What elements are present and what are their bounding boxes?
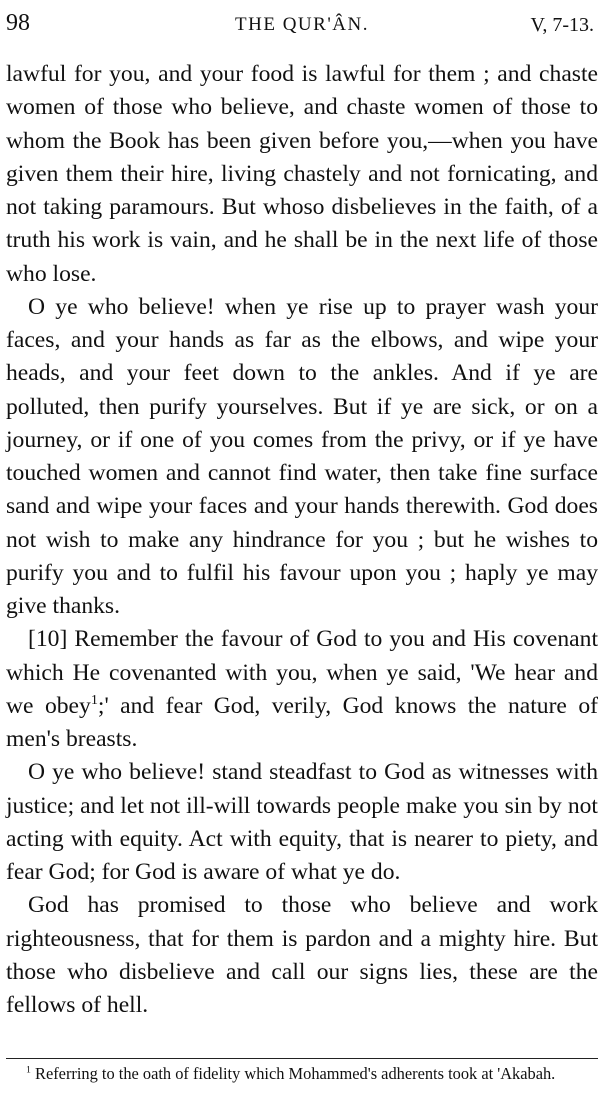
footnotes: [6, 1062, 598, 1085]
book-page: [6, 0, 598, 1118]
paragraph-continued: lawful for you, and your food is lawful for them ; and chaste women of those who believe, and chaste women of those to whom the Book has been given before you,—when you have given them their hire, living chastely and not fornicating, and not taking paramours. But whoso disbelieves in the faith, of a truth his work is vain, and he shall be in the next life of those who lose.: [6, 61, 598, 287]
paragraph-covenant-text-end: ;' and fear God, verily, God knows the nature of men's breasts.: [6, 692, 599, 752]
footnote: [6, 1062, 598, 1085]
paragraph-covenant-text-start: [10] Remember the favour of God to you and His covenant which He covenanted with you, when ye said, 'We hear and we obey: [6, 626, 598, 719]
paragraph-justice: O ye who believe! stand steadfast to God as witnesses with justice; and let not ill-will towards people make you sin by not acting with equity. Act with equity, that is nearer to piety, and fear God; for God is aware of what ye do.: [6, 759, 598, 885]
footnote-divider: [6, 1058, 598, 1059]
body-text: [6, 58, 598, 1022]
chapter-verse-reference: V, 7-13.: [530, 14, 594, 36]
paragraph-promise: God has promised to those who believe and work righteousness, that for them is pardon and a mighty hire. But those who disbelieve and call our signs lies, these are the fellows of hell.: [6, 892, 598, 1018]
page-number: 98: [6, 10, 30, 36]
paragraph-covenant: [6, 623, 598, 756]
footnote-text: Referring to the oath of fidelity which Mohammed's adherents took at 'Akabah.: [30, 1064, 556, 1083]
footnote-marker: 1: [26, 1064, 31, 1076]
paragraph-ablution: O ye who believe! when ye rise up to prayer wash your faces, and your hands as far as the elbows, and wipe your heads, and your feet down to the ankles. And if ye are polluted, then purify yourselves. But if ye are sick, or on a journey, or if one of you comes from the privy, or if ye have touched women and cannot find water, then take fine surface sand and wipe your faces and your hands therewith. God does not wish to make any hindrance for you ; but he wishes to purify you and to fulfil his favour upon you ; haply ye may give thanks.: [6, 293, 598, 619]
page-header: [6, 8, 598, 42]
running-title: THE QUR'ÂN.: [235, 14, 369, 35]
footnote-reference-marker[interactable]: 1: [90, 691, 98, 708]
